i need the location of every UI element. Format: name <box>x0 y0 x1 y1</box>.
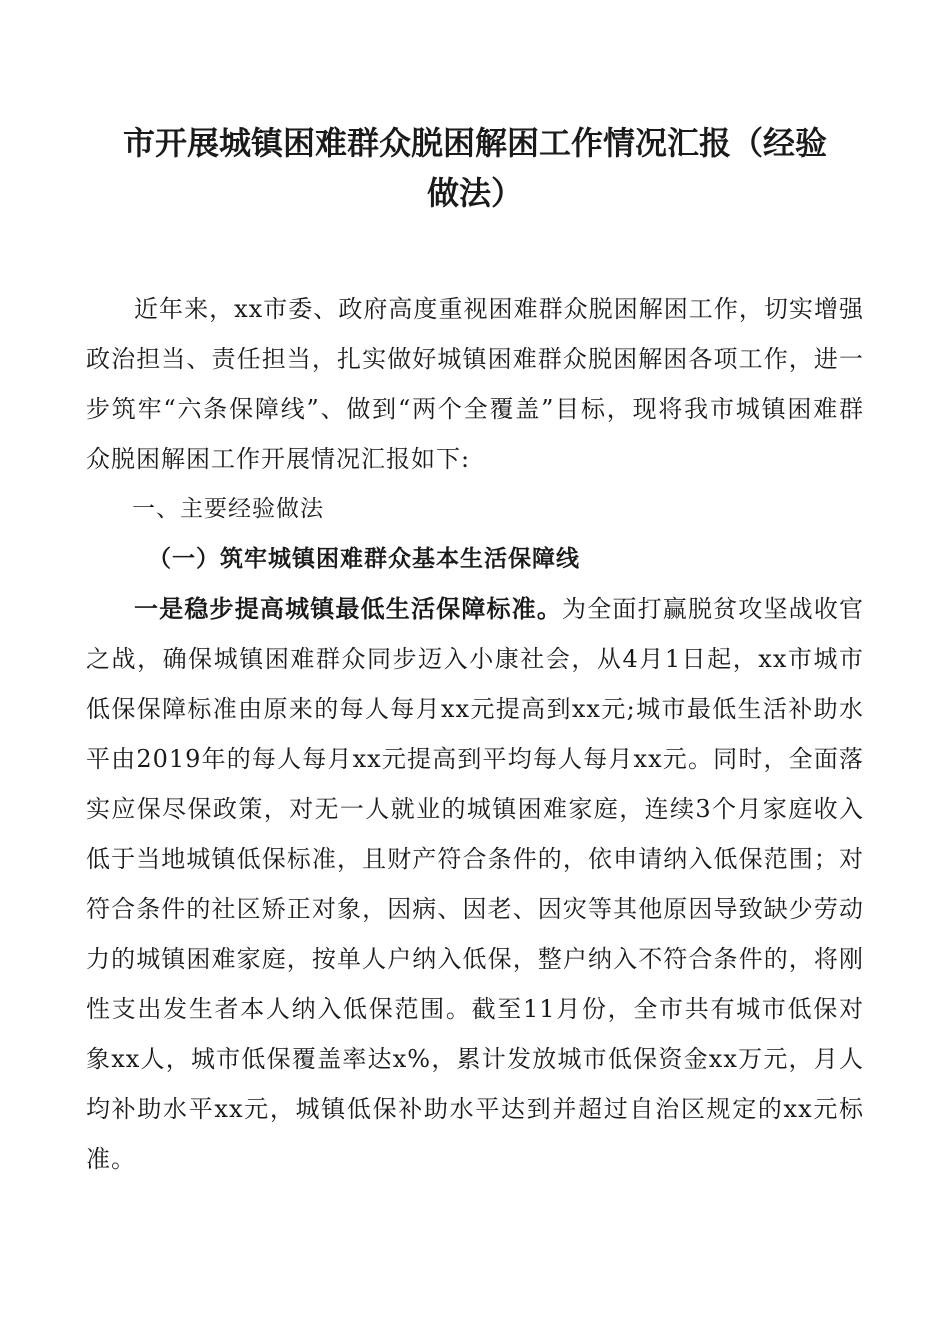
intro-paragraph: 近年来，xx市委、政府高度重视困难群众脱困解困工作，切实增强政治担当、责任担当，扎实做好城镇困难群众脱困解困各项工作，进一步筑牢“六条保障线”、做到“两个全覆盖”目标，现将我市城镇困难群众脱困解困工作开展情况汇报如下: <box>86 295 864 473</box>
section-heading: 一、主要经验做法 <box>132 496 324 522</box>
document-page <box>86 118 864 1184</box>
document-body <box>86 284 864 1184</box>
subsection-heading: （一）筑牢城镇困难群众基本生活保障线 <box>148 545 580 572</box>
document-title <box>86 118 864 218</box>
document-title-line-1: 市开展城镇困难群众脱困解困工作情况汇报（经验 <box>122 124 827 162</box>
point-body: 为全面打赢脱贫攻坚战收官之战，确保城镇困难群众同步迈入小康社会，从4月1日起，xx市城市低保保障标准由原来的每人每月xx元提高到xx元;城市最低生活补助水平由2019年的每人每月xx元提高到平均每人每月xx元。同时，全面落实应保尽保政策，对无一人就业的城镇困难家庭，连续3个月家庭收入低于当地城镇低保标准，且财产符合条件的，依申请纳入低保范围；对符合条件的社区矫正对象，因病、因老、因灾等其他原因导致缺少劳动力的城镇困难家庭，按单人户纳入低保，整户纳入不符合条件的，将刚性支出发生者本人纳入低保范围。截至11月份，全市共有城市低保对象xx人，城市低保覆盖率达x%，累计发放城市低保资金xx万元，月人均补助水平xx元，城镇低保补助水平达到并超过自治区规定的xx元标准。 <box>86 595 865 1173</box>
point-paragraph <box>86 584 864 1184</box>
point-lead: 一是稳步提高城镇最低生活保障标准。 <box>134 594 563 623</box>
document-title-line-2: 做法） <box>426 174 523 212</box>
